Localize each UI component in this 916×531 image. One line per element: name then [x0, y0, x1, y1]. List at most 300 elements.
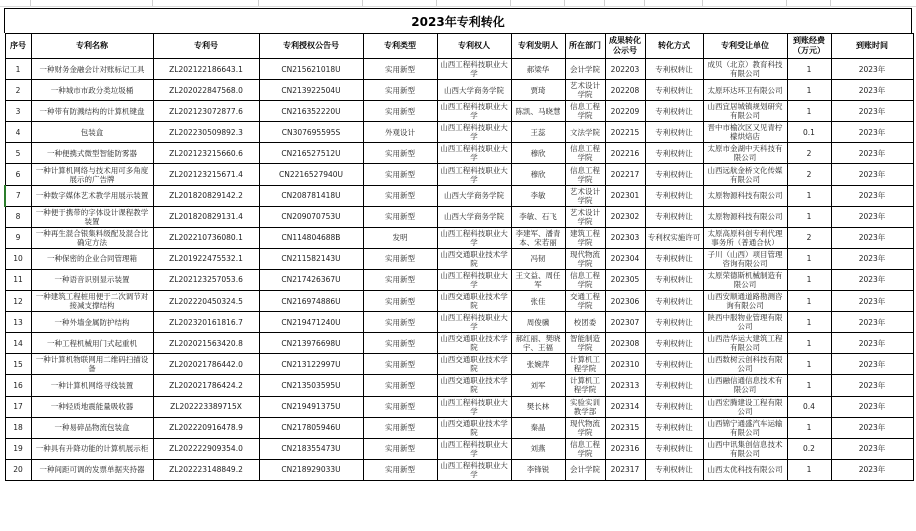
cell-funds[interactable]: 0.2 — [787, 438, 831, 459]
cell-funds[interactable]: 1 — [787, 80, 831, 101]
cell-owner[interactable]: 山西工程科技职业大学 — [437, 122, 511, 143]
cell-method[interactable]: 专利权转让 — [645, 59, 703, 80]
table-row — [5, 375, 913, 396]
cell-method[interactable]: 专利权转让 — [645, 122, 703, 143]
cell-year[interactable]: 2023年 — [831, 164, 913, 185]
cell-name[interactable]: 一种财务金融会计对账标记工具 — [31, 59, 153, 80]
cell-inventor[interactable]: 张婉萍 — [511, 354, 565, 375]
cell-pub-no[interactable]: CN209070753U — [259, 206, 363, 227]
cell-no[interactable]: 17 — [5, 396, 31, 417]
cell-method[interactable]: 专利权转让 — [645, 206, 703, 227]
cell-dept[interactable]: 智能制造学院 — [565, 333, 605, 354]
cell-name[interactable]: 一种数字媒体艺术教学用展示装置 — [31, 185, 153, 206]
cell-no[interactable]: 9 — [5, 227, 31, 248]
cell-owner[interactable]: 山西交通职业技术学院 — [437, 375, 511, 396]
column-divider — [30, 0, 31, 6]
cell-year[interactable]: 2023年 — [831, 80, 913, 101]
cell-notice[interactable]: 202306 — [605, 291, 645, 312]
cell-patent-no[interactable]: ZL202320161816.7 — [153, 312, 259, 333]
cell-owner[interactable]: 山西工程科技职业大学 — [437, 59, 511, 80]
cell-funds[interactable]: 1 — [787, 354, 831, 375]
cell-no[interactable]: 13 — [5, 312, 31, 333]
cell-notice[interactable]: 202305 — [605, 269, 645, 290]
cell-method[interactable]: 专利权转让 — [645, 101, 703, 122]
cell-type[interactable]: 实用新型 — [363, 333, 437, 354]
cell-dept[interactable]: 建筑工程学院 — [565, 227, 605, 248]
cell-dept[interactable]: 信息工程学院 — [565, 164, 605, 185]
cell-funds[interactable]: 1 — [787, 291, 831, 312]
cell-type[interactable]: 实用新型 — [363, 248, 437, 269]
cell-assignee[interactable]: 山西安顺通道路勘测咨询有限公司 — [703, 291, 787, 312]
cell-funds[interactable]: 2 — [787, 164, 831, 185]
cell-method[interactable]: 专利权转让 — [645, 354, 703, 375]
cell-notice[interactable]: 202308 — [605, 333, 645, 354]
sheet-title[interactable]: 2023年专利转化 — [4, 8, 912, 33]
table-row — [5, 269, 913, 290]
cell-year[interactable]: 2023年 — [831, 291, 913, 312]
cell-inventor[interactable]: 穆欣 — [511, 164, 565, 185]
cell-name[interactable]: 一种带有防溅结构的计算机键盘 — [31, 101, 153, 122]
cell-inventor[interactable]: 张佳 — [511, 291, 565, 312]
cell-pub-no[interactable]: CN213503595U — [259, 375, 363, 396]
cell-no[interactable]: 19 — [5, 438, 31, 459]
cell-owner[interactable]: 山西大学商务学院 — [437, 206, 511, 227]
cell-inventor[interactable]: 刘燕 — [511, 438, 565, 459]
cell-pub-no[interactable]: CN114804688B — [259, 227, 363, 248]
cell-pub-no[interactable]: CN219491375U — [259, 396, 363, 417]
table-row — [5, 80, 913, 101]
cell-inventor[interactable]: 周俊骥 — [511, 312, 565, 333]
cell-dept[interactable]: 艺术设计学院 — [565, 185, 605, 206]
cell-inventor[interactable]: 樊长林 — [511, 396, 565, 417]
table-row — [5, 206, 913, 227]
cell-year[interactable]: 2023年 — [831, 312, 913, 333]
cell-type[interactable]: 实用新型 — [363, 396, 437, 417]
cell-assignee[interactable]: 山西远航金桥文化传媒有限公司 — [703, 164, 787, 185]
cell-pub-no[interactable]: CN219471240U — [259, 312, 363, 333]
cell-dept[interactable]: 艺术设计学院 — [565, 206, 605, 227]
cell-notice[interactable]: 202314 — [605, 396, 645, 417]
table-row — [5, 396, 913, 417]
cell-type[interactable]: 实用新型 — [363, 291, 437, 312]
cell-no[interactable]: 12 — [5, 291, 31, 312]
cell-name[interactable]: 一种计算机物联网用二维码扫描设备 — [31, 354, 153, 375]
cell-owner[interactable]: 山西工程科技职业大学 — [437, 143, 511, 164]
cell-pub-no[interactable]: CN211582143U — [259, 248, 363, 269]
cell-notice[interactable]: 202303 — [605, 227, 645, 248]
cell-inventor[interactable]: 李建军、潘青本、宋若丽 — [511, 227, 565, 248]
cell-year[interactable]: 2023年 — [831, 248, 913, 269]
cell-pub-no[interactable]: CN307695595S — [259, 122, 363, 143]
cell-pub-no[interactable]: CN2216527940U — [259, 164, 363, 185]
cell-notice[interactable]: 202313 — [605, 375, 645, 396]
cell-type[interactable]: 实用新型 — [363, 80, 437, 101]
cell-owner[interactable]: 山西工程科技职业大学 — [437, 312, 511, 333]
cell-year[interactable]: 2023年 — [831, 396, 913, 417]
cell-funds[interactable]: 1 — [787, 333, 831, 354]
header-patent-no[interactable]: 专利号 — [153, 34, 259, 59]
cell-dept[interactable]: 现代物流学院 — [565, 417, 605, 438]
cell-assignee[interactable]: 山西锦宁通盛汽车运输有限公司 — [703, 417, 787, 438]
cell-type[interactable]: 实用新型 — [363, 312, 437, 333]
cell-owner[interactable]: 山西大学商务学院 — [437, 80, 511, 101]
cell-name[interactable]: 一种保密的企业合同管理箱 — [31, 248, 153, 269]
cell-patent-no[interactable]: ZL202021563420.8 — [153, 333, 259, 354]
cell-method[interactable]: 专利权实施许可 — [645, 227, 703, 248]
cell-method[interactable]: 专利权转让 — [645, 143, 703, 164]
column-divider — [258, 0, 259, 6]
cell-assignee[interactable]: 山西浩华运大建筑工程有限公司 — [703, 333, 787, 354]
cell-notice[interactable]: 202302 — [605, 206, 645, 227]
header-pub-no[interactable]: 专利授权公告号 — [259, 34, 363, 59]
cell-inventor[interactable]: 李敏 — [511, 185, 565, 206]
table-row — [5, 291, 913, 312]
cell-inventor[interactable]: 陈凯、马晓慧 — [511, 101, 565, 122]
cell-funds[interactable]: 1 — [787, 269, 831, 290]
cell-dept[interactable]: 现代物流学院 — [565, 248, 605, 269]
cell-type[interactable]: 实用新型 — [363, 417, 437, 438]
table-row — [5, 312, 913, 333]
cell-no[interactable]: 7 — [5, 185, 31, 206]
cell-funds[interactable]: 1 — [787, 248, 831, 269]
cell-patent-no[interactable]: ZL202220916478.9 — [153, 417, 259, 438]
cell-funds[interactable]: 1 — [787, 375, 831, 396]
cell-method[interactable]: 专利权转让 — [645, 185, 703, 206]
cell-notice[interactable]: 202307 — [605, 312, 645, 333]
cell-dept[interactable]: 计算机工程学院 — [565, 375, 605, 396]
cell-notice[interactable]: 202317 — [605, 459, 645, 480]
cell-type[interactable]: 实用新型 — [363, 185, 437, 206]
cell-name[interactable]: 一种计算机网络寻线装置 — [31, 375, 153, 396]
cell-pub-no[interactable]: CN216974886U — [259, 291, 363, 312]
cell-funds[interactable]: 2 — [787, 227, 831, 248]
cell-year[interactable]: 2023年 — [831, 438, 913, 459]
cell-funds[interactable]: 1 — [787, 206, 831, 227]
header-inventor[interactable]: 专利发明人 — [511, 34, 565, 59]
cell-funds[interactable]: 0.1 — [787, 122, 831, 143]
cell-owner[interactable]: 山西工程科技职业大学 — [437, 396, 511, 417]
cell-pub-no[interactable]: CN215621018U — [259, 59, 363, 80]
cell-assignee[interactable]: 太原市金湖中天科技有限公司 — [703, 143, 787, 164]
cell-funds[interactable]: 1 — [787, 101, 831, 122]
cell-inventor[interactable]: 穆欣 — [511, 143, 565, 164]
cell-inventor[interactable]: 郝红丽、樊晓宇、王福 — [511, 333, 565, 354]
cell-owner[interactable]: 山西工程科技职业大学 — [437, 227, 511, 248]
cell-assignee[interactable]: 太原荣德斯机械制造有限公司 — [703, 269, 787, 290]
column-divider — [564, 0, 565, 6]
cell-year[interactable]: 2023年 — [831, 333, 913, 354]
header-notice[interactable]: 成果转化公示号 — [605, 34, 645, 59]
header-dept[interactable]: 所在部门 — [565, 34, 605, 59]
cell-inventor[interactable]: 王文益、周任军 — [511, 269, 565, 290]
cell-inventor[interactable]: 李敏、石飞 — [511, 206, 565, 227]
cell-pub-no[interactable]: CN213922504U — [259, 80, 363, 101]
cell-dept[interactable]: 信息工程学院 — [565, 438, 605, 459]
table-row — [5, 164, 913, 185]
header-funds[interactable]: 到账经费（万元） — [787, 34, 831, 59]
cell-notice[interactable]: 202315 — [605, 417, 645, 438]
cell-funds[interactable]: 1 — [787, 459, 831, 480]
cell-assignee[interactable]: 山西数树云创科技有限公司 — [703, 354, 787, 375]
cell-owner[interactable]: 山西工程科技职业大学 — [437, 459, 511, 480]
cell-funds[interactable]: 0.4 — [787, 396, 831, 417]
cell-name[interactable]: 一种间距可调的发票单据夹持器 — [31, 459, 153, 480]
cell-inventor[interactable]: 冯韧 — [511, 248, 565, 269]
cell-assignee[interactable]: 山西太优科技有限公司 — [703, 459, 787, 480]
cell-method[interactable]: 专利权转让 — [645, 80, 703, 101]
table-row — [5, 417, 913, 438]
cell-method[interactable]: 专利权转让 — [645, 375, 703, 396]
cell-owner[interactable]: 山西工程科技职业大学 — [437, 164, 511, 185]
cell-funds[interactable]: 1 — [787, 59, 831, 80]
table-row — [5, 185, 913, 206]
cell-method[interactable]: 专利权转让 — [645, 269, 703, 290]
cell-assignee[interactable]: 太原物源科技有限公司 — [703, 185, 787, 206]
cell-assignee[interactable]: 太原高原科创专利代理事务所（普通合伙） — [703, 227, 787, 248]
cell-type[interactable]: 实用新型 — [363, 459, 437, 480]
cell-no[interactable]: 14 — [5, 333, 31, 354]
cell-year[interactable]: 2023年 — [831, 143, 913, 164]
cell-year[interactable]: 2023年 — [831, 185, 913, 206]
cell-inventor[interactable]: 贾琦 — [511, 80, 565, 101]
cell-notice[interactable]: 202301 — [605, 185, 645, 206]
cell-type[interactable]: 实用新型 — [363, 354, 437, 375]
cell-no[interactable]: 20 — [5, 459, 31, 480]
cell-dept[interactable]: 校团委 — [565, 312, 605, 333]
cell-owner[interactable]: 山西交通职业技术学院 — [437, 354, 511, 375]
cell-year[interactable]: 2023年 — [831, 59, 913, 80]
cell-dept[interactable]: 会计学院 — [565, 459, 605, 480]
cell-notice[interactable]: 202304 — [605, 248, 645, 269]
header-owner[interactable]: 专利权人 — [437, 34, 511, 59]
cell-name[interactable]: 一种具有升降功能的计算机展示柜 — [31, 438, 153, 459]
cell-type[interactable]: 实用新型 — [363, 164, 437, 185]
column-divider — [362, 0, 363, 6]
cell-dept[interactable]: 实验实训教学部 — [565, 396, 605, 417]
cell-method[interactable]: 专利权转让 — [645, 248, 703, 269]
cell-funds[interactable]: 1 — [787, 185, 831, 206]
cell-funds[interactable]: 1 — [787, 312, 831, 333]
cell-type[interactable]: 实用新型 — [363, 101, 437, 122]
cell-year[interactable]: 2023年 — [831, 269, 913, 290]
cell-name[interactable]: 包装盒 — [31, 122, 153, 143]
cell-owner[interactable]: 山西工程科技职业大学 — [437, 269, 511, 290]
cell-patent-no[interactable]: ZL202021786442.0 — [153, 354, 259, 375]
cell-pub-no[interactable]: CN218929033U — [259, 459, 363, 480]
cell-notice[interactable]: 202316 — [605, 438, 645, 459]
cell-name[interactable]: 一种计算机网络与技术用可多角度展示的广告牌 — [31, 164, 153, 185]
cell-owner[interactable]: 山西大学商务学院 — [437, 185, 511, 206]
cell-assignee[interactable]: 晋中市榆次区又见青柠檬烘焙店 — [703, 122, 787, 143]
cell-type[interactable]: 发明 — [363, 227, 437, 248]
cell-year[interactable]: 2023年 — [831, 227, 913, 248]
cell-type[interactable]: 实用新型 — [363, 269, 437, 290]
cell-notice[interactable]: 202310 — [605, 354, 645, 375]
cell-dept[interactable]: 艺术设计学院 — [565, 80, 605, 101]
cell-method[interactable]: 专利权转让 — [645, 312, 703, 333]
cell-name[interactable]: 一种外墙金属防护结构 — [31, 312, 153, 333]
cell-no[interactable]: 10 — [5, 248, 31, 269]
cell-no[interactable]: 6 — [5, 164, 31, 185]
cell-pub-no[interactable]: CN217426367U — [259, 269, 363, 290]
column-divider — [152, 0, 153, 6]
cell-year[interactable]: 2023年 — [831, 459, 913, 480]
cell-method[interactable]: 专利权转让 — [645, 164, 703, 185]
cell-owner[interactable]: 山西工程科技职业大学 — [437, 438, 511, 459]
cell-owner[interactable]: 山西交通职业技术学院 — [437, 291, 511, 312]
cell-patent-no[interactable]: ZL202220450324.5 — [153, 291, 259, 312]
column-divider — [830, 0, 831, 6]
cell-name[interactable]: 一种便于携带的字体设计课程教学装置 — [31, 206, 153, 227]
column-divider — [510, 0, 511, 6]
cell-assignee[interactable]: 山西融信通信息技术有限公司 — [703, 375, 787, 396]
cell-notice[interactable]: 202208 — [605, 80, 645, 101]
cell-notice[interactable]: 202209 — [605, 101, 645, 122]
cell-dept[interactable]: 信息工程学院 — [565, 101, 605, 122]
cell-type[interactable]: 实用新型 — [363, 206, 437, 227]
cell-method[interactable]: 专利权转让 — [645, 333, 703, 354]
table-row — [5, 438, 913, 459]
cell-name[interactable]: 一种城市市政分类垃圾桶 — [31, 80, 153, 101]
cell-year[interactable]: 2023年 — [831, 375, 913, 396]
cell-owner[interactable]: 山西交通职业技术学院 — [437, 248, 511, 269]
cell-patent-no[interactable]: ZL202222909354.0 — [153, 438, 259, 459]
cell-patent-no[interactable]: ZL202021786424.2 — [153, 375, 259, 396]
cell-year[interactable]: 2023年 — [831, 417, 913, 438]
cell-method[interactable]: 专利权转让 — [645, 396, 703, 417]
cell-year[interactable]: 2023年 — [831, 206, 913, 227]
cell-owner[interactable]: 山西交通职业技术学院 — [437, 417, 511, 438]
cell-inventor[interactable]: 秦晶 — [511, 417, 565, 438]
cell-inventor[interactable]: 王蕊 — [511, 122, 565, 143]
cell-pub-no[interactable]: CN213122997U — [259, 354, 363, 375]
toolbar-strip — [0, 0, 916, 7]
cell-funds[interactable]: 2 — [787, 143, 831, 164]
cell-name[interactable]: 一种轻质地震能量吸收器 — [31, 396, 153, 417]
cell-assignee[interactable]: 山西中讯集创信息技术有限公司 — [703, 438, 787, 459]
cell-assignee[interactable]: 太原环达环卫有限公司 — [703, 80, 787, 101]
cell-patent-no[interactable]: ZL202123257053.6 — [153, 269, 259, 290]
cell-name[interactable]: 一种建筑工程桩用便于二次调节对接减支撑结构 — [31, 291, 153, 312]
cell-patent-no[interactable]: ZL202210736080.1 — [153, 227, 259, 248]
cell-no[interactable]: 2 — [5, 80, 31, 101]
cell-type[interactable]: 实用新型 — [363, 438, 437, 459]
cell-method[interactable]: 专利权转让 — [645, 459, 703, 480]
cell-notice[interactable]: 202203 — [605, 59, 645, 80]
cell-name[interactable]: 一种语音识别显示装置 — [31, 269, 153, 290]
header-method[interactable]: 转化方式 — [645, 34, 703, 59]
cell-assignee[interactable]: 陕西中服物业管理有限公司 — [703, 312, 787, 333]
cell-notice[interactable]: 202217 — [605, 164, 645, 185]
cell-dept[interactable]: 信息工程学院 — [565, 143, 605, 164]
cell-assignee[interactable]: 山西宜居城镇规划研究有限公司 — [703, 101, 787, 122]
cell-method[interactable]: 专利权转让 — [645, 438, 703, 459]
column-divider — [644, 0, 645, 6]
cell-method[interactable]: 专利权转让 — [645, 417, 703, 438]
header-name[interactable]: 专利名称 — [31, 34, 153, 59]
cell-funds[interactable]: 1 — [787, 417, 831, 438]
table-row — [5, 227, 913, 248]
table-row — [5, 143, 913, 164]
cell-pub-no[interactable]: CN216527512U — [259, 143, 363, 164]
cell-no[interactable]: 3 — [5, 101, 31, 122]
cell-patent-no[interactable]: ZL202022847568.0 — [153, 80, 259, 101]
cell-patent-no[interactable]: ZL202230509892.3 — [153, 122, 259, 143]
cell-patent-no[interactable]: ZL201820829131.4 — [153, 206, 259, 227]
cell-assignee[interactable]: 成贝（北京）教育科技有限公司 — [703, 59, 787, 80]
cell-owner[interactable]: 山西工程科技职业大学 — [437, 101, 511, 122]
cell-patent-no[interactable]: ZL202122186643.1 — [153, 59, 259, 80]
cell-assignee[interactable]: 子川（山西）项目管理咨询有限公司 — [703, 248, 787, 269]
cell-pub-no[interactable]: CN208781418U — [259, 185, 363, 206]
cell-no[interactable]: 18 — [5, 417, 31, 438]
cell-dept[interactable]: 交通工程学院 — [565, 291, 605, 312]
cell-type[interactable]: 外观设计 — [363, 122, 437, 143]
cell-pub-no[interactable]: CN218355473U — [259, 438, 363, 459]
cell-patent-no[interactable]: ZL201922475532.1 — [153, 248, 259, 269]
table-row — [5, 354, 913, 375]
cell-patent-no[interactable]: ZL202223148849.2 — [153, 459, 259, 480]
cell-inventor[interactable]: 李锋锐 — [511, 459, 565, 480]
cell-no[interactable]: 5 — [5, 143, 31, 164]
column-divider — [702, 0, 703, 6]
cell-notice[interactable]: 202216 — [605, 143, 645, 164]
cell-no[interactable]: 4 — [5, 122, 31, 143]
cell-type[interactable]: 实用新型 — [363, 143, 437, 164]
cell-dept[interactable]: 信息工程学院 — [565, 269, 605, 290]
cell-owner[interactable]: 山西交通职业技术学院 — [437, 333, 511, 354]
cell-patent-no[interactable]: ZL202123215671.4 — [153, 164, 259, 185]
cell-name[interactable]: 一种便携式微型智能防雾器 — [31, 143, 153, 164]
cell-no[interactable]: 11 — [5, 269, 31, 290]
header-year[interactable]: 到账时间 — [831, 34, 913, 59]
cell-year[interactable]: 2023年 — [831, 122, 913, 143]
cell-year[interactable]: 2023年 — [831, 354, 913, 375]
cell-pub-no[interactable]: CN217805946U — [259, 417, 363, 438]
cell-pub-no[interactable]: CN213976698U — [259, 333, 363, 354]
cell-no[interactable]: 1 — [5, 59, 31, 80]
cell-name[interactable]: 一种工程机械用门式起重机 — [31, 333, 153, 354]
cell-patent-no[interactable]: ZL202223389715X — [153, 396, 259, 417]
header-type[interactable]: 专利类型 — [363, 34, 437, 59]
cell-name[interactable]: 一种再生混合银集料级配及混合比确定方法 — [31, 227, 153, 248]
cell-inventor[interactable]: 郝梁华 — [511, 59, 565, 80]
header-no[interactable]: 序号 — [5, 34, 31, 59]
cell-no[interactable]: 8 — [5, 206, 31, 227]
cell-dept[interactable]: 计算机工程学院 — [565, 354, 605, 375]
header-assignee[interactable]: 专利受让单位 — [703, 34, 787, 59]
cell-pub-no[interactable]: CN216352220U — [259, 101, 363, 122]
cell-assignee[interactable]: 山西宏腾建设工程有限公司 — [703, 396, 787, 417]
table-row — [5, 248, 913, 269]
cell-no[interactable]: 15 — [5, 354, 31, 375]
cell-notice[interactable]: 202215 — [605, 122, 645, 143]
cell-no[interactable]: 16 — [5, 375, 31, 396]
cell-type[interactable]: 实用新型 — [363, 375, 437, 396]
cell-dept[interactable]: 会计学院 — [565, 59, 605, 80]
cell-year[interactable]: 2023年 — [831, 101, 913, 122]
cell-patent-no[interactable]: ZL201820829142.2 — [153, 185, 259, 206]
cell-method[interactable]: 专利权转让 — [645, 291, 703, 312]
cell-type[interactable]: 实用新型 — [363, 59, 437, 80]
cell-dept[interactable]: 文法学院 — [565, 122, 605, 143]
cell-assignee[interactable]: 太原物源科技有限公司 — [703, 206, 787, 227]
cell-name[interactable]: 一种易碎品物流包装盒 — [31, 417, 153, 438]
column-divider — [786, 0, 787, 6]
cell-patent-no[interactable]: ZL202123215660.6 — [153, 143, 259, 164]
cell-inventor[interactable]: 刘军 — [511, 375, 565, 396]
cell-patent-no[interactable]: ZL202123072877.6 — [153, 101, 259, 122]
